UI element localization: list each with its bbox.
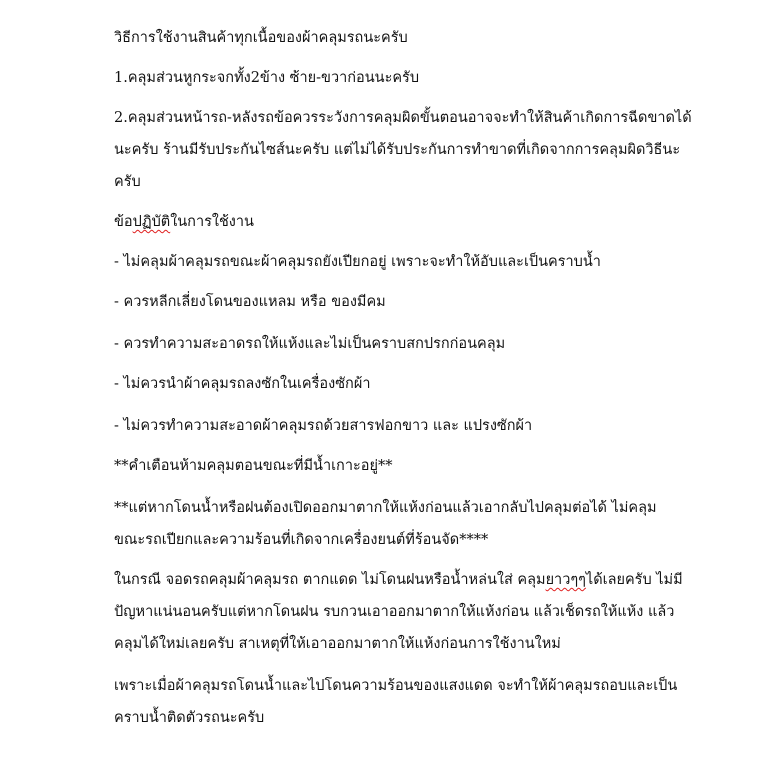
rule-item: - ไม่ควรทำความสะอาดผ้าคลุมรถด้วยสารฟอกขาว และ แปรงซักผ้า xyxy=(114,418,533,434)
warning-rain-line-1: **แต่หากโดนน้ำหรือฝนต้องเปิดออกมาตากให้แห้งก่อนแล้วเอากลับไปคลุมต่อได้ ไม่คลุม xyxy=(114,500,657,516)
sun-paragraph-line-3: คลุมได้ใหม่เลยครับ สาเหตุที่ให้เอาออกมาตากให้แห้งก่อนการใช้งานใหม่ xyxy=(114,636,561,652)
step-2-line-3: ครับ xyxy=(114,174,141,190)
heat-paragraph-line-1: เพราะเมื่อผ้าคลุมรถโดนน้ำและไปโดนความร้อนของแสงแดด จะทำให้ผ้าคลุมรถอบและเป็น xyxy=(114,678,678,694)
rule-item: - ควรหลีกเลี่ยงโดนของแหลม หรือ ของมีคม xyxy=(114,294,386,310)
heat-paragraph-line-2: คราบน้ำติดตัวรถนะครับ xyxy=(114,710,265,726)
rule-item: - ไม่ควรนำผ้าคลุมรถลงซักในเครื่องซักผ้า xyxy=(114,376,371,392)
warning-no-wet-cover: **คำเตือนห้ามคลุมตอนขณะที่มีน้ำเกาะอยู่** xyxy=(114,458,393,474)
step-2-line-1: 2.คลุมส่วนหน้ารถ-หลังรถข้อควรระวังการคลุมผิดขั้นตอนอาจจะทำให้สินค้าเกิดการฉีดขาดได้ xyxy=(114,110,692,126)
document-title: วิธีการใช้งานสินค้าทุกเนื้อของผ้าคลุมรถนะครับ xyxy=(114,30,408,46)
sun-paragraph-line-1-end: ได้เลยครับ ไม่มี xyxy=(585,572,683,588)
rule-item: - ควรทำความสะอาดรถให้แห้งและไม่เป็นคราบสกปรกก่อนคลุม xyxy=(114,336,506,352)
rules-heading-start: ข้อ xyxy=(114,214,133,230)
sun-paragraph-line-2: ปัญหาแน่นอนครับแต่หากโดนฝน รบกวนเอาออกมาตากให้แห้งก่อน แล้วเช็ดรถให้แห้ง แล้ว xyxy=(114,604,675,620)
spellcheck-flagged-word: ปฏิบัติ xyxy=(132,214,171,230)
sun-paragraph-line-1-start: ในกรณี จอดรถคลุมผ้าคลุมรถ ตากแดด ไม่โดนฝนหรือน้ำหล่นใส่ คลุม xyxy=(114,572,546,588)
warning-rain-line-2: ขณะรถเปียกและความร้อนที่เกิดจากเครื่องยนต์ที่ร้อนจัด**** xyxy=(114,532,489,548)
rules-heading-end: ในการใช้งาน xyxy=(170,214,254,230)
step-2-line-2: นะครับ ร้านมีรับประกันไซส์นะครับ แต่ไม่ได้รับประกันการทำขาดที่เกิดจากการคลุมผิดวิธีนะ xyxy=(114,142,681,158)
step-1: 1.คลุมส่วนหูกระจกทั้ง2ข้าง ซ้าย-ขวาก่อนนะครับ xyxy=(114,70,420,86)
rules-heading xyxy=(114,212,254,232)
spellcheck-flagged-word: ยาวๆๆ xyxy=(545,572,586,588)
sun-paragraph-line-1 xyxy=(114,570,683,590)
rule-item: - ไม่คลุมผ้าคลุมรถขณะผ้าคลุมรถยังเปียกอยู่ เพราะจะทำให้อับและเป็นคราบน้ำ xyxy=(114,254,601,270)
